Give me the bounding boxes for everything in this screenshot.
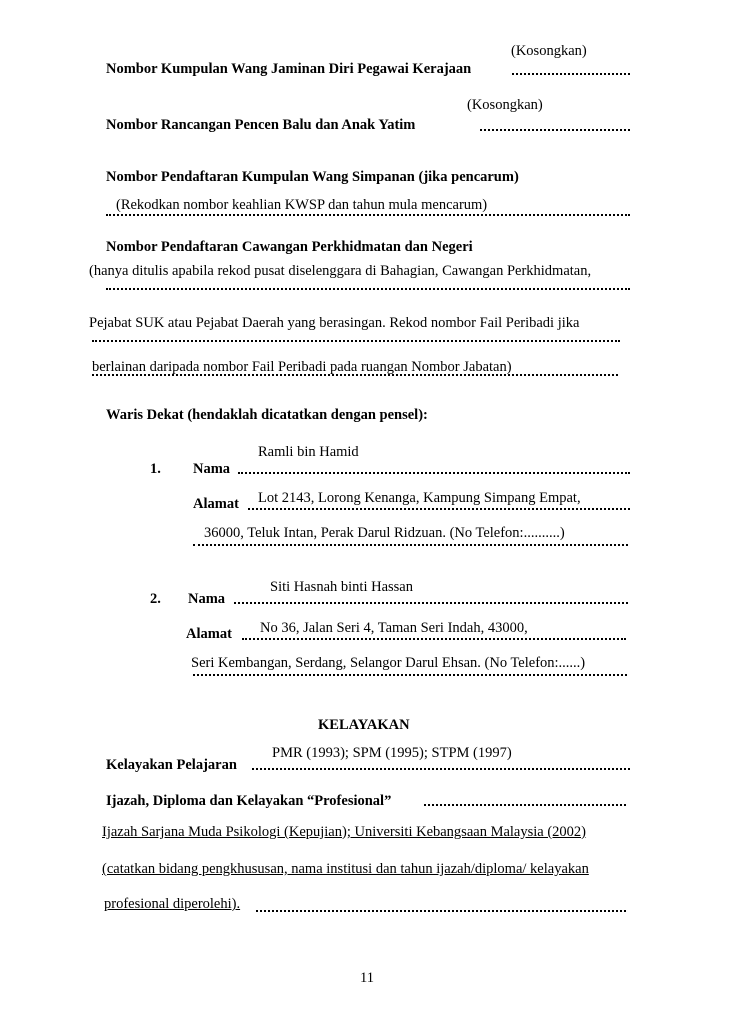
- cawangan-line-2: Pejabat SUK atau Pejabat Daerah yang berasingan. Rekod nombor Fail Peribadi jika: [89, 315, 580, 331]
- waris-1-alamat-dotted-line-2: [193, 544, 628, 546]
- waris-1-nama-value: Ramli bin Hamid: [258, 444, 359, 460]
- cawangan-line-1: (hanya ditulis apabila rekod pusat diselenggara di Bahagian, Cawangan Perkhidmatan,: [89, 263, 592, 279]
- cawangan-dotted-line-2: [92, 340, 620, 342]
- waris-heading: Waris Dekat (hendaklah dicatatkan dengan pensel):: [106, 407, 428, 423]
- waris-2-alamat-dotted-line-1: [242, 638, 626, 640]
- waris-2-alamat-label: Alamat: [186, 626, 232, 642]
- ijazah-note-2: profesional diperolehi).: [104, 896, 241, 912]
- waris-1-number: 1.: [150, 461, 161, 477]
- waris-2-alamat-1: No 36, Jalan Seri 4, Taman Seri Indah, 43000,: [260, 620, 528, 636]
- kwjd-value: (Kosongkan): [511, 43, 587, 59]
- kelayakan-heading: KELAYAKAN: [318, 717, 410, 733]
- pencen-label: Nombor Rancangan Pencen Balu dan Anak Yatim: [106, 117, 416, 133]
- kwsp-dotted-line: [106, 214, 630, 216]
- kelayakan-pelajaran-value: PMR (1993); SPM (1995); STPM (1997): [272, 745, 512, 761]
- page-number: 11: [360, 970, 374, 986]
- waris-1-alamat-label: Alamat: [193, 496, 239, 512]
- ijazah-value: Ijazah Sarjana Muda Psikologi (Kepujian); Universiti Kebangsaan Malaysia (2002): [102, 824, 587, 840]
- waris-1-alamat-2: 36000, Teluk Intan, Perak Darul Ridzuan. (No Telefon:..........): [204, 525, 565, 541]
- kwsp-label: Nombor Pendaftaran Kumpulan Wang Simpanan (jika pencarum): [106, 169, 519, 185]
- waris-1-nama-label: Nama: [193, 461, 231, 477]
- cawangan-line-3: berlainan daripada nombor Fail Peribadi pada ruangan Nombor Jabatan): [92, 359, 512, 375]
- kwjd-dotted-line: [512, 73, 630, 75]
- waris-1-alamat-1: Lot 2143, Lorong Kenanga, Kampung Simpang Empat,: [258, 490, 581, 506]
- kwjd-label: Nombor Kumpulan Wang Jaminan Diri Pegawai Kerajaan: [106, 61, 472, 77]
- pencen-value: (Kosongkan): [467, 97, 543, 113]
- waris-2-number: 2.: [150, 591, 161, 607]
- waris-2-nama-dotted-line: [234, 602, 628, 604]
- ijazah-label: Ijazah, Diploma dan Kelayakan “Profesional”: [106, 793, 392, 809]
- ijazah-note-dotted-line: [256, 910, 626, 912]
- waris-2-nama-value: Siti Hasnah binti Hassan: [270, 579, 413, 595]
- cawangan-label: Nombor Pendaftaran Cawangan Perkhidmatan dan Negeri: [106, 239, 473, 255]
- kelayakan-pelajaran-label: Kelayakan Pelajaran: [106, 757, 237, 773]
- ijazah-dotted-line: [424, 804, 626, 806]
- waris-2-alamat-dotted-line-2: [193, 674, 627, 676]
- waris-2-nama-label: Nama: [188, 591, 226, 607]
- cawangan-dotted-line-3: [92, 374, 618, 376]
- kwsp-note: (Rekodkan nombor keahlian KWSP dan tahun mula mencarum): [116, 197, 488, 213]
- waris-1-nama-dotted-line: [238, 472, 630, 474]
- waris-2-alamat-2: Seri Kembangan, Serdang, Selangor Darul Ehsan. (No Telefon:......): [191, 655, 586, 671]
- pencen-dotted-line: [480, 129, 630, 131]
- kelayakan-pelajaran-dotted-line: [252, 768, 630, 770]
- waris-1-alamat-dotted-line-1: [248, 508, 630, 510]
- cawangan-dotted-line-1: [106, 288, 630, 290]
- ijazah-note-1: (catatkan bidang pengkhususan, nama institusi dan tahun ijazah/diploma/ kelayakan: [102, 861, 589, 877]
